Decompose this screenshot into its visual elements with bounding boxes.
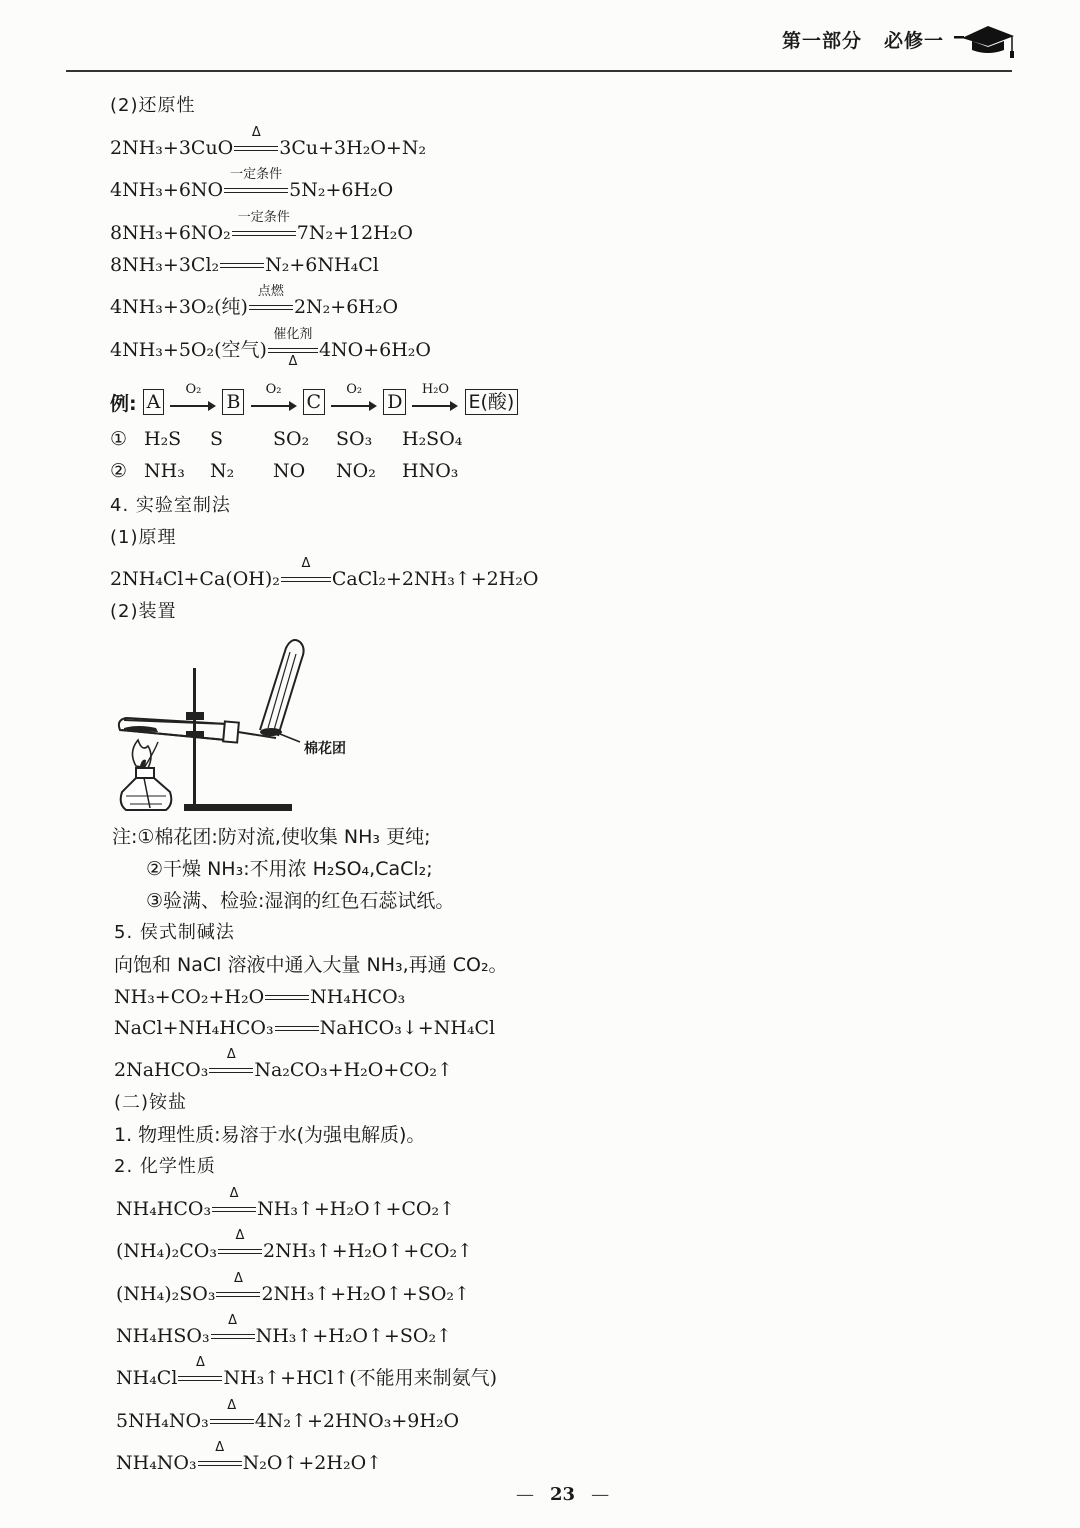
- page-header: [66, 14, 1016, 72]
- note-line: 注:①棉花团:防对流,使收集 NH₃ 更纯;: [112, 826, 431, 848]
- header-part: 第一部分: [781, 30, 862, 52]
- equation: 8NH₃+6NO₂ 一定条件 7N₂+12H₂O: [110, 210, 413, 244]
- equals-sign: Δ: [211, 1323, 255, 1349]
- ammonium-chemical-heading: 2. 化学性质: [114, 1156, 216, 1177]
- equation: (NH₄)₂CO₃ Δ 2NH₃↑+H₂O↑+CO₂↑: [116, 1228, 473, 1262]
- equals-sign: Δ: [281, 566, 331, 592]
- chain-node: D: [383, 389, 406, 415]
- equals-sign: [220, 252, 264, 278]
- cotton-label: 棉花团: [304, 741, 346, 757]
- note-line: ②干燥 NH₃:不用浓 H₂SO₄,CaCl₂;: [146, 858, 433, 880]
- arrow-icon: O₂: [251, 388, 297, 416]
- section-heading-ammonium: (二)铵盐: [114, 1092, 188, 1113]
- equals-sign: Δ: [216, 1281, 260, 1307]
- subheading-apparatus: (2)装置: [110, 601, 177, 622]
- equation: NH₄HSO₃ Δ NH₃↑+H₂O↑+SO₂↑: [116, 1313, 452, 1347]
- equals-sign: Δ: [210, 1408, 254, 1434]
- equation: NH₄Cl Δ NH₃↑+HCl↑(不能用来制氨气): [116, 1355, 498, 1389]
- equals-sign: Δ: [178, 1365, 222, 1391]
- equals-sign: 催化剂 Δ: [268, 337, 318, 363]
- equation: 2NH₃+3CuO Δ 3Cu+3H₂O+N₂: [110, 125, 427, 159]
- equals-sign: 一定条件: [224, 177, 288, 203]
- equation: 2NaHCO₃ Δ Na₂CO₃+H₂O+CO₂↑: [114, 1047, 453, 1081]
- equals-sign: [265, 984, 309, 1010]
- equation: NaCl+NH₄HCO₃ NaHCO₃↓+NH₄Cl: [114, 1017, 496, 1039]
- equals-sign: Δ: [234, 135, 278, 161]
- equals-sign: Δ: [198, 1450, 242, 1476]
- note-line: ③验满、检验:湿润的红色石蕊试纸。: [146, 890, 455, 912]
- equation: 5NH₄NO₃ Δ 4N₂↑+2HNO₃+9H₂O: [116, 1398, 460, 1432]
- chain-node: B: [222, 389, 244, 415]
- equation: 4NH₃+3O₂(纯) 点燃 2N₂+6H₂O: [110, 284, 399, 318]
- equation: NH₄NO₃ Δ N₂O↑+2H₂O↑: [116, 1440, 383, 1474]
- chain-node: A: [143, 389, 165, 415]
- equals-sign: [275, 1015, 319, 1041]
- section-heading-lab: 4. 实验室制法: [110, 495, 231, 516]
- equation: 8NH₃+3Cl₂ N₂+6NH₄Cl: [110, 254, 379, 276]
- arrow-icon: O₂: [331, 388, 377, 416]
- header-section: 必修一: [883, 30, 944, 52]
- ammonia-apparatus-diagram: [108, 628, 378, 818]
- graduation-cap-icon: [954, 20, 1016, 60]
- equals-sign: 一定条件: [232, 220, 296, 246]
- header-rule: [66, 70, 1012, 72]
- page-number: — 23 —: [516, 1484, 610, 1505]
- header-title: [782, 26, 944, 53]
- ammonium-physical: 1. 物理性质:易溶于水(为强电解质)。: [114, 1124, 426, 1146]
- example-label: 例:: [110, 392, 137, 415]
- arrow-icon: H₂O: [412, 388, 458, 416]
- section-heading-hou: 5. 侯式制碱法: [114, 922, 235, 943]
- hou-description: 向饱和 NaCl 溶液中通入大量 NH₃,再通 CO₂。: [114, 954, 508, 976]
- equation: (NH₄)₂SO₃ Δ 2NH₃↑+H₂O↑+SO₂↑: [116, 1271, 470, 1305]
- equation: NH₃+CO₂+H₂O NH₄HCO₃: [114, 986, 406, 1008]
- equals-sign: Δ: [209, 1057, 253, 1083]
- equation: 4NH₃+5O₂(空气) 催化剂 Δ 4NO+6H₂O: [110, 327, 431, 369]
- equation: 2NH₄Cl+Ca(OH)₂ Δ CaCl₂+2NH₃↑+2H₂O: [110, 556, 539, 590]
- chain-node: E(酸): [465, 389, 519, 415]
- reaction-chain: [110, 382, 518, 422]
- arrow-icon: O₂: [170, 388, 216, 416]
- equals-sign: Δ: [212, 1196, 256, 1222]
- equation: NH₄HCO₃ Δ NH₃↑+H₂O↑+CO₂↑: [116, 1186, 456, 1220]
- section-heading-reducing: (2)还原性: [110, 95, 196, 116]
- equals-sign: 点燃: [249, 294, 293, 320]
- chain-node: C: [303, 389, 326, 415]
- equation: 4NH₃+6NO 一定条件 5N₂+6H₂O: [110, 167, 394, 201]
- equals-sign: Δ: [218, 1238, 262, 1264]
- subheading-principle: (1)原理: [110, 527, 177, 548]
